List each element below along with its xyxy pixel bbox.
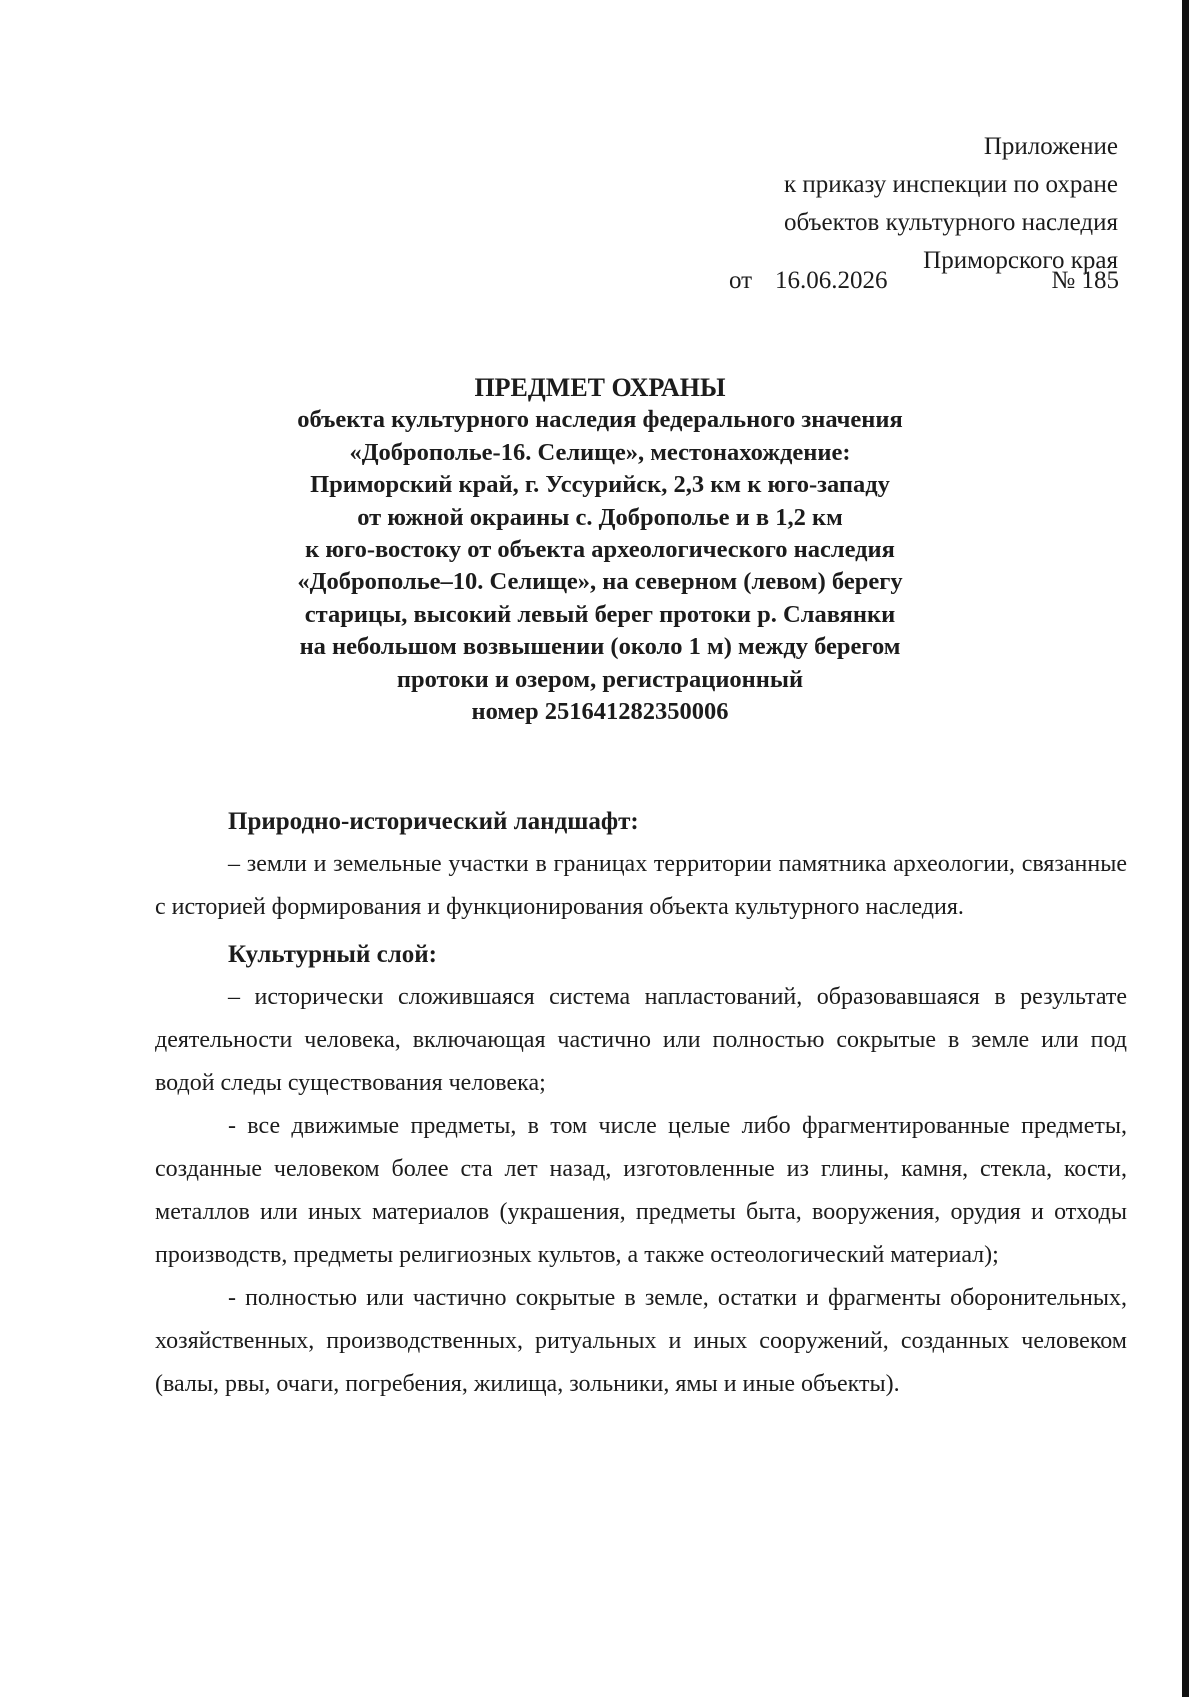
section-heading-cultural-layer: Культурный слой: [228,941,437,968]
appendix-line: к приказу инспекции по охране [783,171,1118,198]
cultural-layer-paragraph: - полностью или частично сокрытые в земле, остатки и фрагменты оборонительных, хозяйственных, производственных, ритуальных и иных сооружений, созданных человеком (валы, рвы, очаги, погребения, жилища, зольники, ямы и иные объекты). [155,1285,1127,1397]
cultural-layer-paragraph: – исторически сложившаяся система напластований, образовавшаяся в результате деятельности человека, включающая частично или полностью сокрытые в земле или под водой следы существования человека; [155,984,1127,1096]
title-line: протоки и озером, регистрационный [396,665,804,693]
title-line: старицы, высокий левый берег протоки р. Славянки [304,600,896,628]
title-line: «Доброполье–10. Селище», на северном (левом) берегу [297,568,903,596]
title-line: «Доброполье-16. Селище», местонахождение: [349,438,851,466]
section-heading-landscape: Природно-исторический ландшафт: [228,808,639,835]
landscape-paragraph: – земли и земельные участки в границах территории памятника археологии, связанные с историей формирования и функционирования объекта культурного наследия. [155,851,1127,920]
document-title: ПРЕДМЕТ ОХРАНЫ [474,373,726,402]
order-date: 16.06.2026 [775,267,888,294]
title-line: от южной окраины с. Доброполье и в 1,2 км [357,503,843,531]
appendix-line: Приложение [983,133,1118,160]
document-title-block [180,372,1020,728]
appendix-line: объектов культурного наследия [784,209,1118,236]
appendix-block [598,128,1118,280]
title-line: Приморский край, г. Уссурийск, 2,3 км к юго-западу [310,471,890,499]
title-line: к юго-востоку от объекта археологического наследия [305,536,895,564]
document-body [155,800,1127,1406]
order-from-label: от [729,267,753,294]
order-date-number-line [729,262,1119,300]
page-edge-border [1182,0,1189,1697]
title-line: объекта культурного наследия федерального значения [297,406,903,434]
cultural-layer-paragraph: - все движимые предметы, в том числе целые либо фрагментированные предметы, созданные человеком более ста лет назад, изготовленные из глины, камня, стекла, кости, металлов или иных материалов (украшения, предметы быта, вооружения, орудия и отходы производств, предметы религиозных культов, а также остеологический материал); [155,1113,1127,1268]
appendix-line: Приморского края [923,247,1118,274]
registration-number-line: номер 251641282350006 [471,698,729,726]
order-number: № 185 [1051,267,1119,294]
title-line: на небольшом возвышении (около 1 м) между берегом [299,633,901,661]
